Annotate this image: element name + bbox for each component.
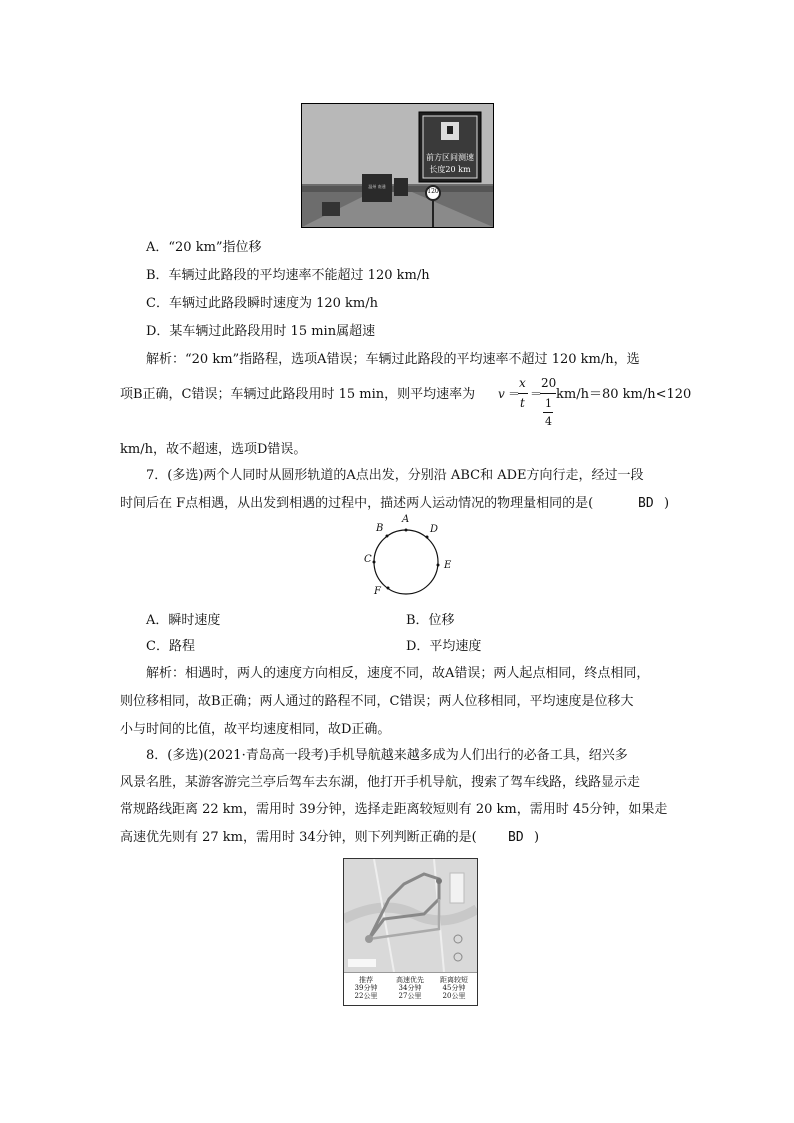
route-time: 34分钟 — [398, 984, 422, 992]
label-f: F — [374, 586, 381, 597]
speed-limit-text: 120 — [427, 188, 439, 195]
label-d: D — [430, 524, 439, 535]
speed-camera-photo — [301, 103, 494, 228]
q8-stem-line4: 高速优先则有 27 km，需用时 34分钟，则下列判断正确的是( — [120, 830, 477, 845]
q8-stem-line3: 常规路线距离 22 km，需用时 39分钟，选择走距离较短则有 20 km，需用时 45分钟，如果走 — [120, 802, 668, 817]
q6-option-b: B．车辆过此路段的平均速率不能超过 120 km/h — [146, 268, 430, 283]
circular-track-diagram — [360, 514, 460, 600]
q8-answer: BD — [508, 830, 524, 845]
map-graphic — [344, 859, 477, 972]
route-time: 39分钟 — [354, 984, 378, 992]
sign-text-line2: 长度20 km — [429, 165, 471, 174]
q7-option-b: B．位移 — [406, 613, 455, 628]
q6-analysis-line3: km/h，故不超速，选项D错误。 — [120, 442, 307, 457]
q7-option-d: D．平均速度 — [406, 639, 482, 654]
q7-option-a: A．瞬时速度 — [146, 613, 221, 628]
label-c: C — [364, 554, 372, 565]
q7-answer: BD — [638, 496, 654, 511]
q8-stem-line2: 风景名胜，某游客游完兰亭后驾车去东湖，他打开手机导航，搜索了驾车线路，线路显示走 — [120, 775, 641, 790]
label-b: B — [376, 523, 384, 534]
equals-sign-2: ＝ — [530, 387, 543, 401]
q6-option-a: A．“20 km”指位移 — [146, 240, 262, 255]
q6-analysis-line2a: 项B正确，C错误；车辆过此路段用时 15 min，则平均速率为 — [120, 387, 476, 402]
route-name: 距离较短 — [440, 976, 468, 984]
equals-sign-1: ＝ — [508, 387, 521, 401]
route-name: 推荐 — [359, 976, 373, 984]
q6-option-c: C．车辆过此路段瞬时速度为 120 km/h — [146, 296, 378, 311]
q7-analysis-line1: 解析：相遇时，两人的速度方向相反，速度不同，故A错误；两人起点相同，终点相同， — [146, 666, 650, 681]
q7-stem-line1: 7．(多选)两个人同时从圆形轨道的A点出发，分别沿 ABC和 ADE方向行走，经过一段 — [146, 468, 644, 483]
fraction-bar-3 — [543, 412, 553, 413]
fraction-4: 4 — [545, 415, 552, 428]
navigation-map-screenshot — [343, 858, 478, 1006]
q7-analysis-line2: 则位移相同，故B正确；两人通过的路程不同，C错误；两人位移相同，平均速度是位移大 — [120, 694, 634, 709]
q7-analysis-line3: 小与时间的比值，故平均速度相同，故D正确。 — [120, 722, 391, 737]
fraction-1: 1 — [545, 397, 552, 410]
label-a: A — [402, 514, 410, 525]
route-options-panel — [344, 972, 477, 1006]
q8-stem-line1: 8．(多选)(2021·青岛高一段考)手机导航越来越多成为人们出行的必备工具，绍兴多 — [146, 748, 628, 763]
fraction-bar-1 — [518, 393, 528, 394]
q8-close-paren: ) — [534, 830, 540, 845]
sign-text-line1: 前方区间测速 — [426, 153, 474, 162]
q6-analysis-line2b: km/h＝80 km/h<120 — [556, 387, 692, 402]
route-option-shortest[interactable] — [432, 976, 476, 1000]
route-option-highway[interactable] — [388, 976, 432, 1000]
route-distance: 27公里 — [398, 992, 422, 1000]
route-distance: 22公里 — [354, 992, 378, 1000]
label-e: E — [444, 560, 452, 571]
q7-option-c: C．路程 — [146, 639, 195, 654]
route-name: 高速优先 — [396, 976, 424, 984]
q7-stem-line2: 时间后在 F点相遇，从出发到相遇的过程中，描述两人运动情况的物理量相同的是( — [120, 496, 594, 511]
route-distance: 20公里 — [442, 992, 466, 1000]
fraction-x: x — [519, 376, 526, 390]
fraction-bar-2 — [540, 393, 556, 394]
velocity-symbol: v — [498, 387, 505, 401]
route-option-recommended[interactable] — [344, 976, 388, 1000]
route-time: 45分钟 — [442, 984, 466, 992]
q6-analysis-line1: 解析：“20 km”指路程，选项A错误；车辆过此路段的平均速率不超过 120 km/h，选 — [146, 352, 640, 367]
fraction-20: 20 — [541, 376, 557, 390]
q6-option-d: D．某车辆过此路段用时 15 min属超速 — [146, 324, 376, 339]
fraction-t: t — [520, 396, 525, 410]
small-sign-text: 温州 南通 — [368, 184, 386, 189]
q7-close-paren: ) — [664, 496, 670, 511]
